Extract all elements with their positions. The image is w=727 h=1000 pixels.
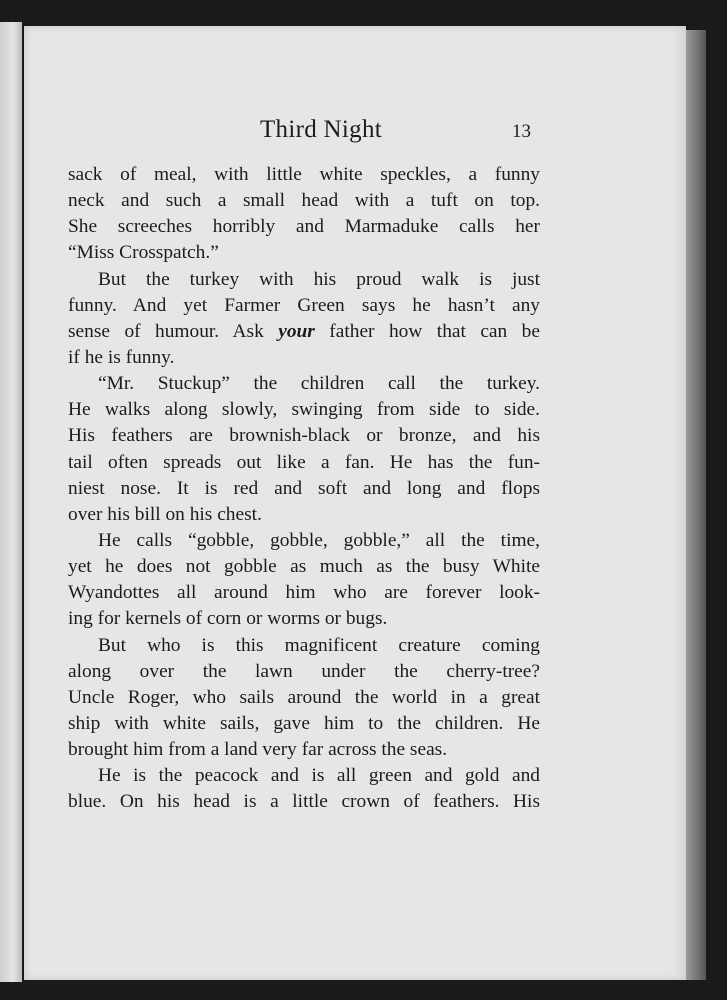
text-line: sack of meal, with little white speckles, a funny [68,164,540,185]
text-line: He calls “gobble, gobble, gobble,” all the time, [98,529,540,551]
text-line: Wyandottes all around him who are forever look- [68,582,540,604]
book-cover-edge [686,30,706,980]
text-line: if he is funny. [68,346,175,368]
text-line: He is the peacock and is all green and gold and [98,765,540,787]
text-line: “Miss Crosspatch.” [68,242,219,264]
text-line: ing for kernels of corn or worms or bugs. [68,608,388,630]
text-line: But the turkey with his proud walk is just [98,268,540,290]
text-line: funny. And yet Farmer Green says he hasn’t any [68,294,540,316]
text-line: niest nose. It is red and soft and long and flops [68,477,540,499]
text-line: But who is this magnificent creature coming [98,634,540,656]
emphasized-word: your [278,320,315,342]
text-line: along over the lawn under the cherry-tree? [68,660,540,682]
body-text [68,162,540,816]
book-page [24,26,686,980]
text-line: Uncle Roger, who sails around the world in a great [68,686,540,708]
text-line-with-emphasis: sense of humour. Ask your father how that can be [68,320,540,342]
text-line: over his bill on his chest. [68,503,262,525]
text-line: blue. On his head is a little crown of feathers. His [68,791,540,813]
text-line: yet he does not gobble as much as the busy White [68,556,540,578]
running-head-title: Third Night [259,116,383,143]
text-line: “Mr. Stuckup” the children call the turkey. [98,373,540,395]
text-line: His feathers are brownish-black or bronze, and his [68,425,540,447]
text-line: tail often spreads out like a fan. He has the fun- [68,451,540,473]
facing-page-edge [0,22,22,982]
text-line: brought him from a land very far across the seas. [68,739,448,761]
text-line: neck and such a small head with a tuft on top. [68,190,540,212]
text-line: She screeches horribly and Marmaduke calls her [68,216,540,238]
page-number: 13 [512,121,531,142]
text-line: ship with white sails, gave him to the children. He [68,712,540,734]
text-line: He walks along slowly, swinging from side to side. [68,399,540,421]
